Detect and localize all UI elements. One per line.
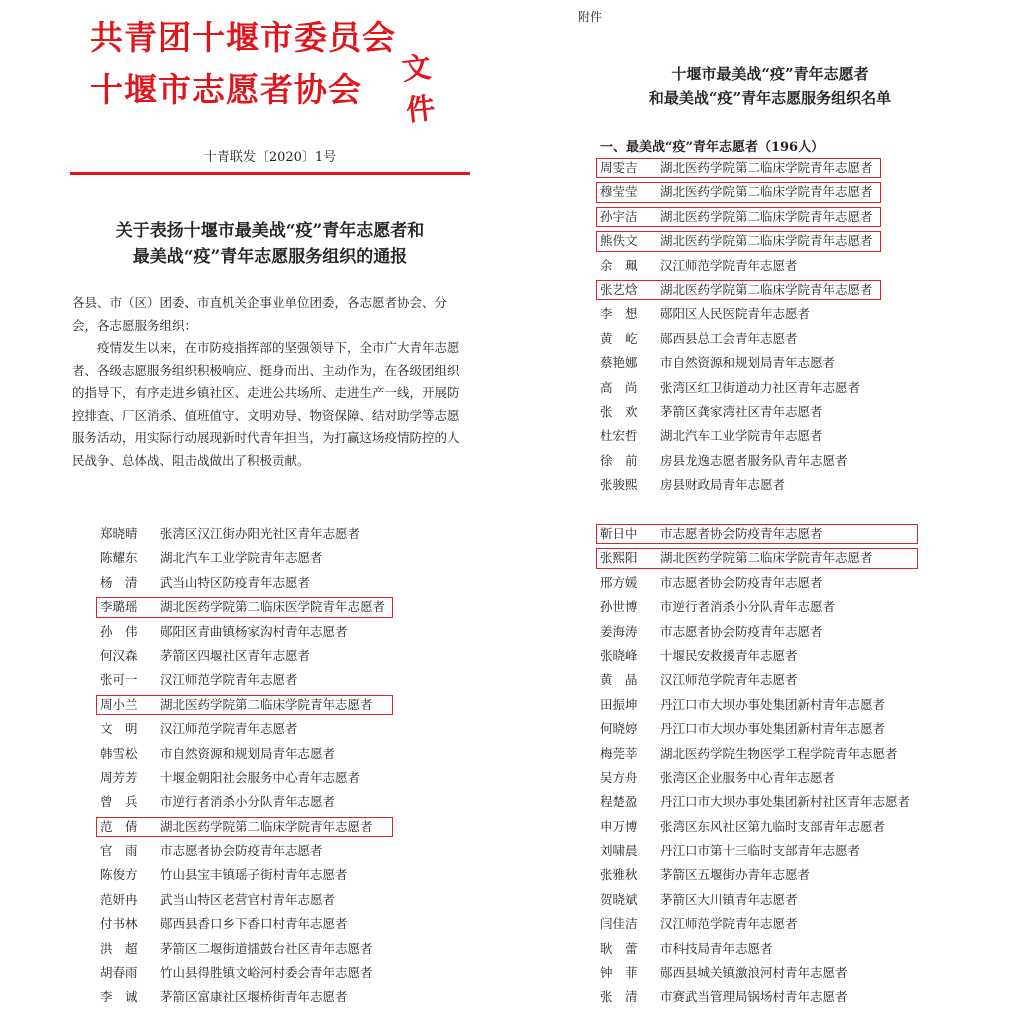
volunteer-name: 周小兰 xyxy=(100,696,138,712)
list-item xyxy=(100,961,385,985)
volunteer-unit: 丹江口市第十三临时支部青年志愿者 xyxy=(660,843,861,859)
volunteer-name: 李璐瑶 xyxy=(100,599,138,615)
volunteer-unit: 湖北汽车工业学院青年志愿者 xyxy=(160,550,323,566)
list-item-highlighted xyxy=(600,205,873,229)
volunteer-unit: 房县财政局青年志愿者 xyxy=(660,477,786,493)
volunteer-name: 邢方媛 xyxy=(600,574,638,590)
volunteer-unit: 张湾区红卫街道动力社区青年志愿者 xyxy=(660,379,861,395)
volunteer-unit: 郧西县城关镇激浪河村青年志愿者 xyxy=(660,965,848,981)
list-item xyxy=(100,571,385,595)
volunteer-name: 周雯吉 xyxy=(600,160,638,175)
list-item xyxy=(600,571,910,595)
volunteer-unit: 张湾区东风社区第九临时支部青年志愿者 xyxy=(660,818,886,834)
document-number: 十青联发〔2020〕1号 xyxy=(203,150,337,165)
list-item xyxy=(100,644,385,668)
volunteer-unit: 市志愿者协会防疫青年志愿者 xyxy=(660,574,823,590)
volunteer-list xyxy=(100,522,385,1010)
list-item xyxy=(600,863,910,887)
volunteer-unit: 湖北医药学院第二临床学院青年志愿者 xyxy=(660,184,873,200)
volunteer-name: 陈耀东 xyxy=(100,550,138,566)
list-item xyxy=(600,912,910,936)
volunteer-unit: 丹江口市大坝办事处集团新村青年志愿者 xyxy=(660,696,886,712)
volunteer-name: 杨 清 xyxy=(100,574,138,590)
attachment-label: 附件 xyxy=(578,10,603,24)
volunteer-unit: 汉江师范学院青年志愿者 xyxy=(660,916,798,932)
volunteer-name: 洪 超 xyxy=(100,940,138,956)
volunteer-unit: 市自然资源和规划局青年志愿者 xyxy=(660,355,836,371)
volunteer-name: 孙 伟 xyxy=(100,623,138,639)
volunteer-name: 黄 屹 xyxy=(600,330,638,346)
list-item xyxy=(100,717,385,741)
volunteer-name: 胡春雨 xyxy=(100,965,138,981)
file-label: 文件 xyxy=(400,49,438,128)
list-item-highlighted xyxy=(600,546,910,570)
volunteer-name: 闫佳洁 xyxy=(600,916,638,932)
list-item-highlighted xyxy=(600,180,873,204)
volunteer-name: 程楚盈 xyxy=(600,794,638,810)
volunteer-name: 徐 前 xyxy=(600,452,638,468)
volunteer-unit: 茅箭区二堰街道擂鼓台社区青年志愿者 xyxy=(160,940,373,956)
attachment-first-page xyxy=(560,0,980,508)
list-item xyxy=(100,912,385,936)
list-item xyxy=(600,961,910,985)
list-item xyxy=(600,985,910,1009)
volunteer-name: 范妍冉 xyxy=(100,891,138,907)
volunteer-name: 陈俊方 xyxy=(100,867,138,883)
title-line-1: 关于表扬十堰市最美战“疫”青年志愿者和 xyxy=(115,221,425,241)
section-heading: 一、最美战“疫”青年志愿者（196人） xyxy=(600,140,825,155)
volunteer-unit: 十堰金朝阳社会服务中心青年志愿者 xyxy=(160,769,361,785)
list-item xyxy=(100,937,385,961)
list-item-highlighted xyxy=(100,815,385,839)
volunteer-name: 熊佚文 xyxy=(600,233,638,249)
volunteer-unit: 郧阳区人民医院青年志愿者 xyxy=(660,306,811,322)
volunteer-unit: 竹山县宝丰镇瑶子街村青年志愿者 xyxy=(160,867,348,883)
volunteer-unit: 湖北医药学院第二临床学院青年志愿者 xyxy=(660,208,873,224)
list-item xyxy=(100,888,385,912)
volunteer-name: 孙宇洁 xyxy=(600,208,638,224)
volunteer-name: 申万博 xyxy=(600,818,638,834)
volunteer-name: 刘啸晨 xyxy=(600,843,638,859)
volunteer-unit: 张湾区企业服务中心青年志愿者 xyxy=(660,769,836,785)
volunteer-name: 钟 菲 xyxy=(600,965,638,981)
list-item xyxy=(600,668,910,692)
list-item xyxy=(600,766,910,790)
volunteer-unit: 茅箭区富康社区堰桥街青年志愿者 xyxy=(160,989,348,1005)
list-item xyxy=(100,766,385,790)
volunteer-name: 贺晓斌 xyxy=(600,891,638,907)
volunteer-unit: 湖北医药学院第二临床学院青年志愿者 xyxy=(660,233,873,249)
body-paragraph: 疫情发生以来，在市防疫指挥部的坚强领导下，全市广大青年志愿者、各级志愿服务组织积极响应、挺身而出、主动作为，在各级团组织的指导下，有序走进乡镇社区、走进公共场所、走进生产一线，开展防控排查、厂区消杀、值班值守、文明劝导、物资保障、结对助学等志愿服务活动，用实际行动展现新时代青年担当，为打赢这场疫情防控的人民战争、总体战、阻击战做出了积极贡献。 xyxy=(72,340,460,468)
volunteer-unit: 市逆行者消杀小分队青年志愿者 xyxy=(160,794,336,810)
volunteer-name: 曾 兵 xyxy=(100,794,138,810)
volunteer-name: 何汉森 xyxy=(100,647,138,663)
volunteer-name: 文 明 xyxy=(100,721,138,737)
volunteer-unit: 市科技局青年志愿者 xyxy=(660,940,773,956)
volunteer-name: 杜宏哲 xyxy=(600,428,638,444)
volunteer-name: 张 清 xyxy=(600,989,638,1005)
volunteer-unit: 汉江师范学院青年志愿者 xyxy=(660,257,798,273)
list-item xyxy=(600,693,910,717)
volunteer-name: 何晓婷 xyxy=(600,721,638,737)
list-item-highlighted xyxy=(600,229,873,253)
volunteer-unit: 竹山县得胜镇文峪河村委会青年志愿者 xyxy=(160,965,373,981)
volunteer-name: 张可一 xyxy=(100,672,138,688)
volunteer-unit: 张湾区汉江街办阳光社区青年志愿者 xyxy=(160,526,361,541)
volunteer-name: 穆莹莹 xyxy=(600,184,638,200)
volunteer-unit: 市志愿者协会防疫青年志愿者 xyxy=(660,526,823,541)
volunteer-unit: 市志愿者协会防疫青年志愿者 xyxy=(160,843,323,859)
volunteer-unit: 茅箭区龚家湾社区青年志愿者 xyxy=(660,403,823,419)
list-item xyxy=(600,327,873,351)
list-item-highlighted xyxy=(600,156,873,180)
volunteer-unit: 郧西县总工会青年志愿者 xyxy=(660,330,798,346)
list-item xyxy=(100,546,385,570)
volunteer-unit: 十堰民安救援青年志愿者 xyxy=(660,647,798,663)
volunteer-unit: 市赛武当管理局锅场村青年志愿者 xyxy=(660,989,848,1005)
list-item xyxy=(100,790,385,814)
volunteer-name: 耿 蕾 xyxy=(600,940,638,956)
list-item xyxy=(600,620,910,644)
list-item xyxy=(600,595,910,619)
volunteer-unit: 房县龙逸志愿者服务队青年志愿者 xyxy=(660,452,848,468)
volunteer-unit: 湖北医药学院第二临床医学院青年志愿者 xyxy=(160,599,386,615)
list-item-highlighted xyxy=(100,693,385,717)
list-item xyxy=(600,742,910,766)
volunteer-name: 张晓峰 xyxy=(600,647,638,663)
volunteer-name: 吴方舟 xyxy=(600,769,638,785)
list-item xyxy=(100,839,385,863)
volunteer-unit: 湖北医药学院第二临床学院青年志愿者 xyxy=(160,818,373,834)
list-item xyxy=(600,351,873,375)
volunteer-name: 张 欢 xyxy=(600,403,638,419)
volunteer-unit: 武当山特区防疫青年志愿者 xyxy=(160,574,311,590)
volunteer-name: 郑晓晴 xyxy=(100,526,138,541)
volunteer-unit: 市自然资源和规划局青年志愿者 xyxy=(160,745,336,761)
volunteer-name: 韩雪松 xyxy=(100,745,138,761)
volunteer-list xyxy=(600,156,873,497)
list-item-highlighted xyxy=(100,595,385,619)
volunteer-name: 张熙阳 xyxy=(600,550,638,566)
list-item-highlighted xyxy=(600,522,910,546)
volunteer-name: 蔡艳娜 xyxy=(600,355,638,371)
volunteer-unit: 湖北医药学院第二临床学院青年志愿者 xyxy=(660,550,873,566)
volunteer-unit: 市逆行者消杀小分队青年志愿者 xyxy=(660,599,836,615)
salutation-paragraph: 各县、市（区）团委、市直机关企事业单位团委，各志愿者协会、分会，各志愿服务组织： xyxy=(72,295,448,333)
volunteer-unit: 茅箭区四堰社区青年志愿者 xyxy=(160,647,311,663)
volunteer-unit: 郧西县香口乡下香口村青年志愿者 xyxy=(160,916,348,932)
volunteer-name: 高 尚 xyxy=(600,379,638,395)
list-item xyxy=(100,985,385,1009)
volunteer-unit: 湖北医药学院第二临床学院青年志愿者 xyxy=(660,160,873,175)
volunteer-unit: 郧阳区青曲镇杨家沟村青年志愿者 xyxy=(160,623,348,639)
list-item xyxy=(600,424,873,448)
list-item xyxy=(600,376,873,400)
volunteer-unit: 武当山特区老营官村青年志愿者 xyxy=(160,891,336,907)
document-body xyxy=(72,292,464,472)
attachment-title xyxy=(560,62,980,110)
volunteer-name: 黄 晶 xyxy=(600,672,638,688)
attachment-title-line-1: 十堰市最美战“疫”青年志愿者 xyxy=(671,65,869,83)
notice-first-page xyxy=(60,0,480,508)
attachment-continuation-page xyxy=(560,512,980,1024)
volunteer-name: 姜海涛 xyxy=(600,623,638,639)
list-item xyxy=(600,937,910,961)
list-item xyxy=(600,839,910,863)
volunteer-unit: 市志愿者协会防疫青年志愿者 xyxy=(660,623,823,639)
list-item-highlighted xyxy=(600,278,873,302)
volunteer-name: 张艺焓 xyxy=(600,281,638,297)
volunteer-name: 梅莞莘 xyxy=(600,745,638,761)
list-item xyxy=(100,668,385,692)
list-item xyxy=(600,790,910,814)
list-item xyxy=(100,863,385,887)
volunteer-name: 范 倩 xyxy=(100,818,138,834)
volunteer-unit: 湖北医药学院生物医学工程学院青年志愿者 xyxy=(660,745,898,761)
org-line-2: 十堰市志愿者协会 xyxy=(90,70,362,109)
list-item xyxy=(600,449,873,473)
org-line-1: 共青团十堰市委员会 xyxy=(90,18,396,57)
volunteer-name: 张雅秋 xyxy=(600,867,638,883)
volunteer-unit: 汉江师范学院青年志愿者 xyxy=(660,672,798,688)
list-item xyxy=(600,254,873,278)
list-item xyxy=(600,302,873,326)
attachment-title-line-2: 和最美战“疫”青年志愿服务组织名单 xyxy=(648,89,892,107)
volunteer-unit: 丹江口市大坝办事处集团新村青年志愿者 xyxy=(660,721,886,737)
list-item xyxy=(100,742,385,766)
list-item xyxy=(600,815,910,839)
volunteer-name: 张骏熙 xyxy=(600,477,638,493)
list-item xyxy=(100,522,385,546)
volunteer-list xyxy=(600,522,910,1010)
red-divider xyxy=(70,172,470,175)
volunteer-unit: 茅箭区五堰街办青年志愿者 xyxy=(660,867,811,883)
list-item xyxy=(100,620,385,644)
volunteer-name: 付书林 xyxy=(100,916,138,932)
volunteer-name: 周芳芳 xyxy=(100,769,138,785)
volunteer-name: 田振坤 xyxy=(600,696,638,712)
list-item xyxy=(600,473,873,497)
issuing-organizations-header xyxy=(90,12,438,128)
volunteer-name: 余 珮 xyxy=(600,257,638,273)
volunteer-unit: 汉江师范学院青年志愿者 xyxy=(160,721,298,737)
list-item xyxy=(600,717,910,741)
document-title xyxy=(60,218,480,270)
volunteer-name: 孙世博 xyxy=(600,599,638,615)
volunteer-unit: 湖北汽车工业学院青年志愿者 xyxy=(660,428,823,444)
volunteer-unit: 汉江师范学院青年志愿者 xyxy=(160,672,298,688)
volunteer-name: 官 雨 xyxy=(100,843,138,859)
notice-name-list-page xyxy=(60,512,480,1024)
volunteer-unit: 茅箭区大川镇青年志愿者 xyxy=(660,891,798,907)
volunteer-name: 靳日中 xyxy=(600,526,638,541)
list-item xyxy=(600,400,873,424)
list-item xyxy=(600,644,910,668)
volunteer-unit: 湖北医药学院第二临床学院青年志愿者 xyxy=(660,281,873,297)
volunteer-unit: 丹江口市大坝办事处集团新村社区青年志愿者 xyxy=(660,794,911,810)
list-item xyxy=(600,888,910,912)
title-line-2: 最美战“疫”青年志愿服务组织的通报 xyxy=(132,247,408,267)
volunteer-unit: 湖北医药学院第二临床学院青年志愿者 xyxy=(160,696,373,712)
volunteer-name: 李 想 xyxy=(600,306,638,322)
volunteer-name: 李 诚 xyxy=(100,989,138,1005)
